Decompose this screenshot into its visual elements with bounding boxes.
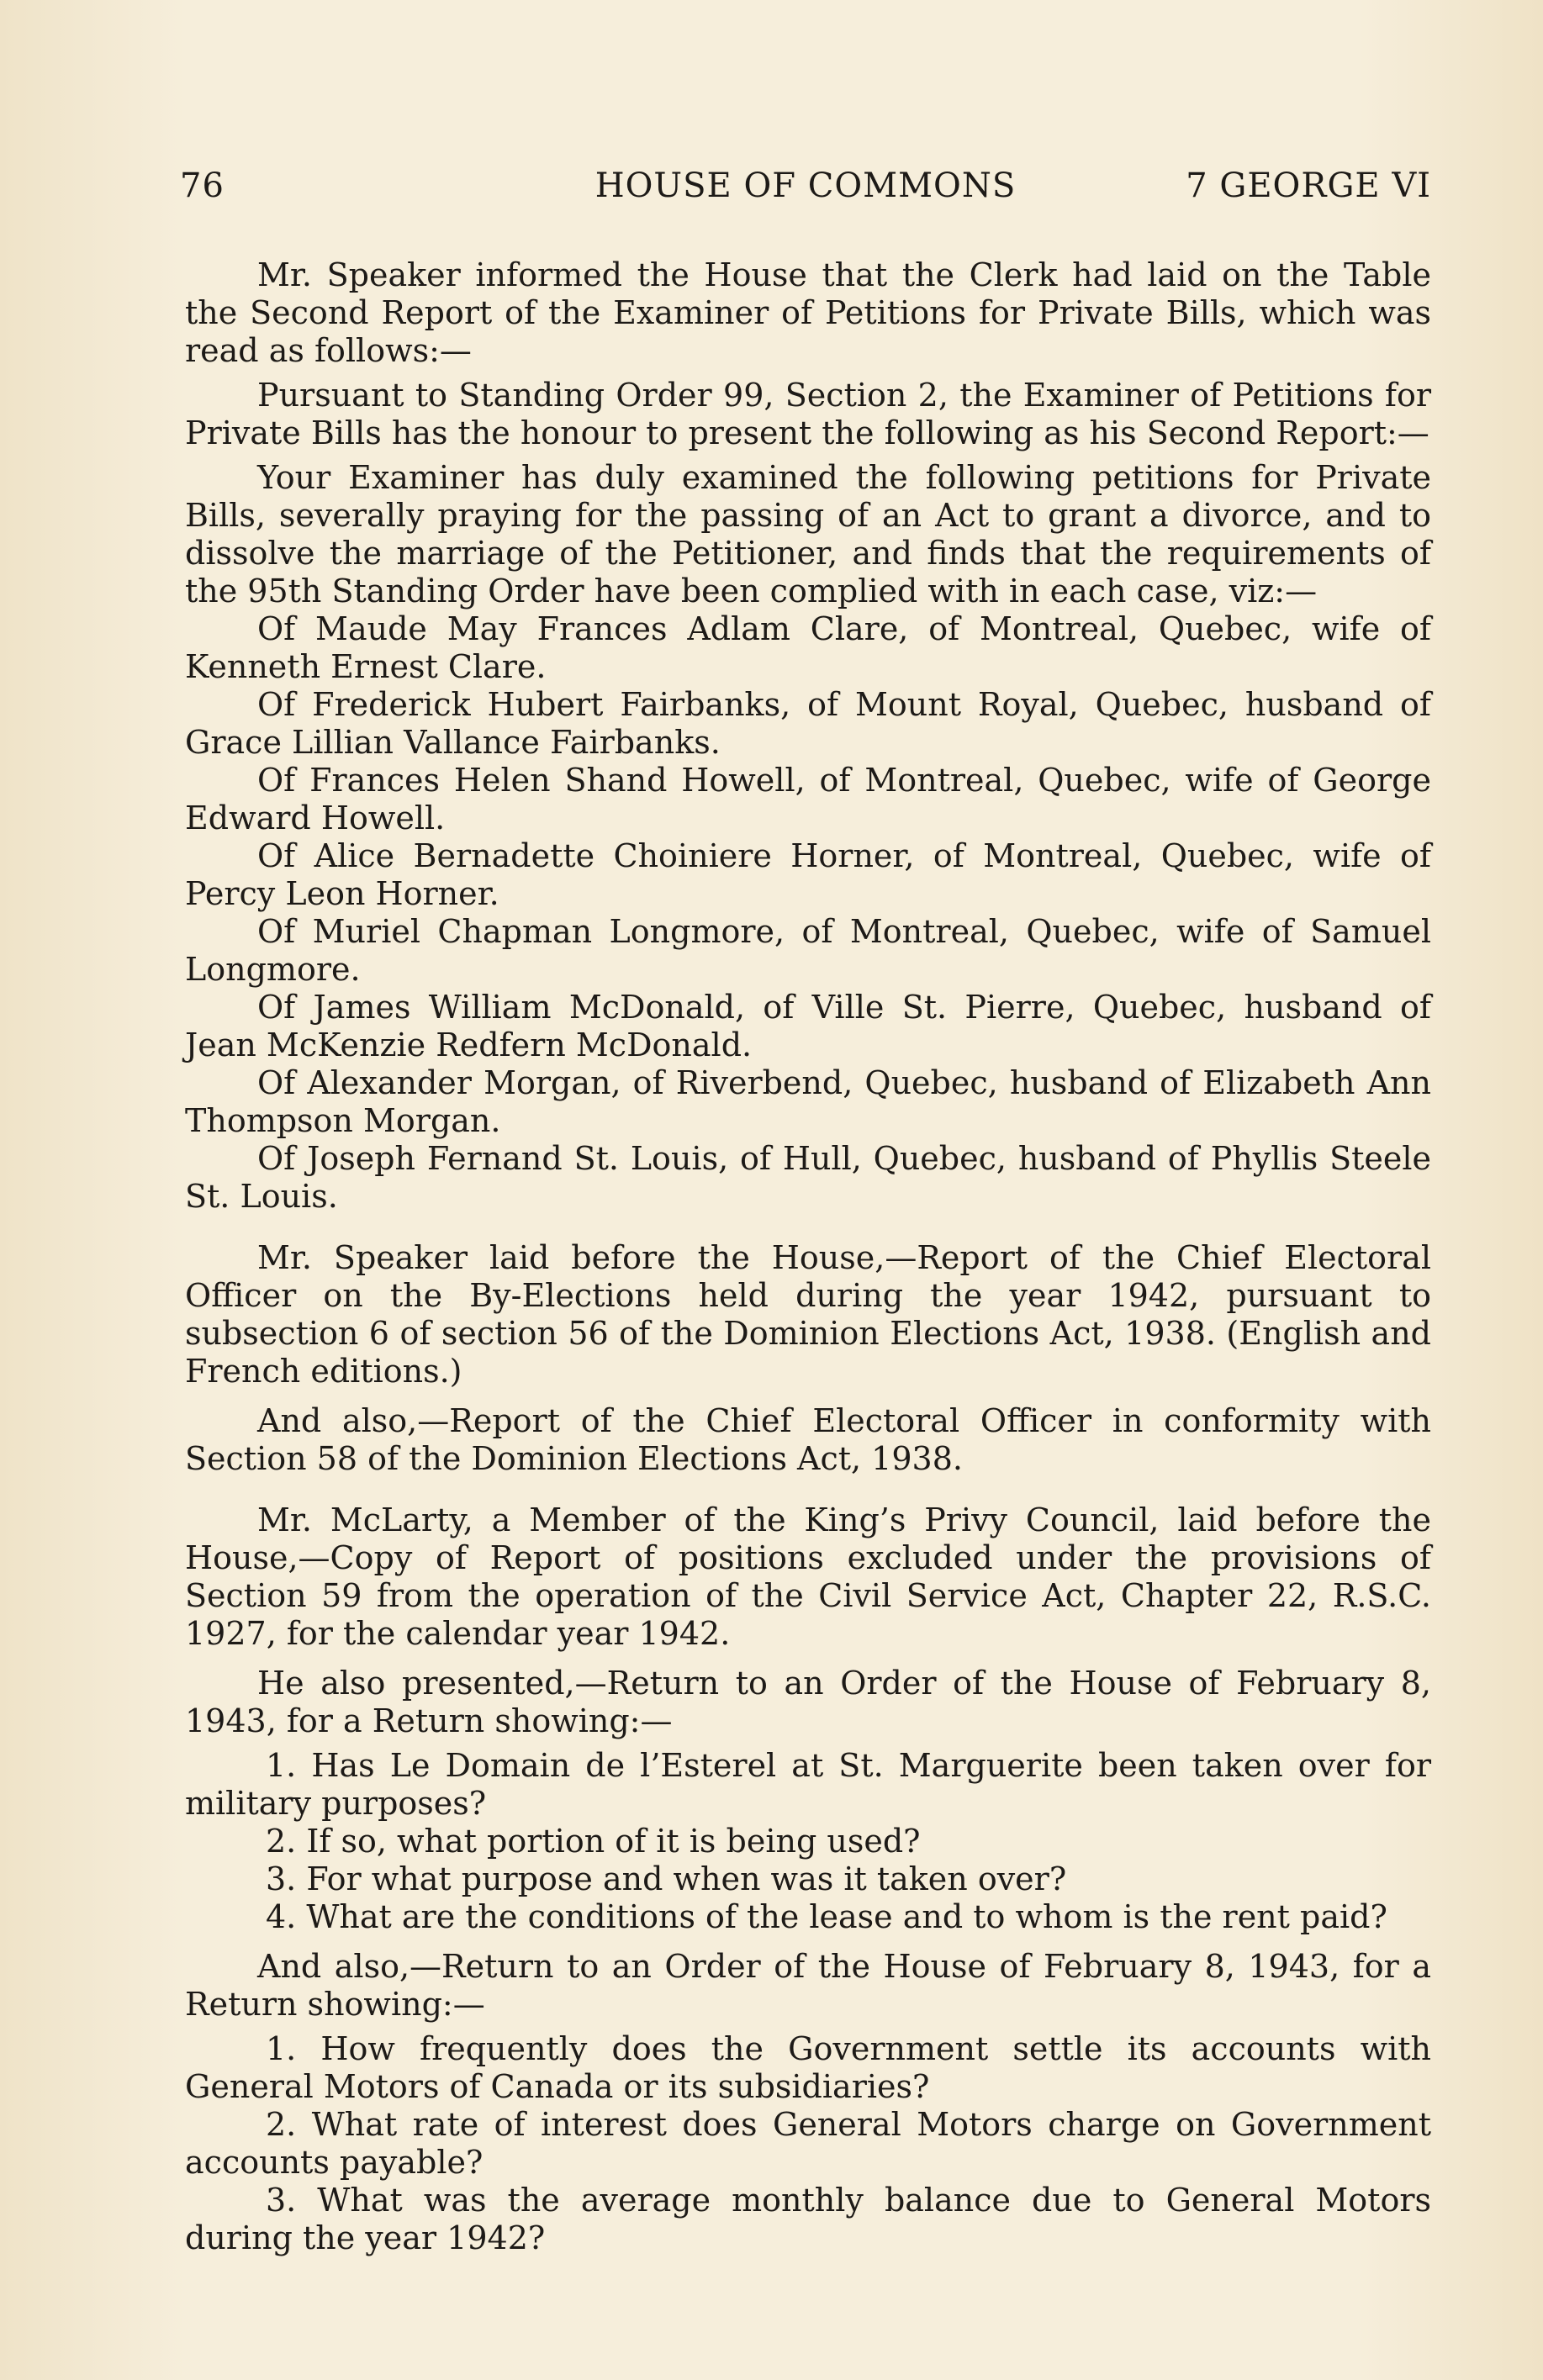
mclarty-paragraph: Mr. McLarty, a Member of the King’s Privy Council, laid before the House,—Copy of Report of positions excluded under the provisions of Section 59 from the operation of the Civil Service Act, Chapter 22, R.S.C. 1927, for the calendar year 1942. <box>185 1501 1431 1652</box>
question-item: 2. If so, what portion of it is being used? <box>266 1823 921 1860</box>
page-body <box>185 256 1431 2257</box>
question-item: 4. What are the conditions of the lease and to whom is the rent paid? <box>266 1898 1387 1935</box>
and-also-report-paragraph: And also,—Report of the Chief Electoral Officer in conformity with Section 58 of the Dominion Elections Act, 1938. <box>185 1402 1431 1477</box>
petition-item: Of Alexander Morgan, of Riverbend, Quebec, husband of Elizabeth Ann Thompson Morgan. <box>185 1064 1431 1139</box>
running-header <box>180 166 1431 214</box>
header-reign: 7 GEORGE VI <box>1186 166 1431 205</box>
question-item: 1. Has Le Domain de l’Esterel at St. Marguerite been taken over for military purposes? <box>185 1747 1431 1822</box>
petition-item: Of Muriel Chapman Longmore, of Montreal, Quebec, wife of Samuel Longmore. <box>185 913 1431 988</box>
question-item: 3. What was the average monthly balance due to General Motors during the year 1942? <box>185 2182 1431 2256</box>
pursuant-paragraph: Pursuant to Standing Order 99, Section 2, the Examiner of Petitions for Private Bills has the honour to present the following as his Second Report:— <box>185 377 1431 451</box>
question-item: 3. For what purpose and when was it taken over? <box>266 1860 1067 1897</box>
petition-item: Of Joseph Fernand St. Louis, of Hull, Quebec, husband of Phyllis Steele St. Louis. <box>185 1140 1431 1215</box>
petition-item: Of Frederick Hubert Fairbanks, of Mount Royal, Quebec, husband of Grace Lillian Vallance Fairbanks. <box>185 686 1431 761</box>
he-also-presented-paragraph: He also presented,—Return to an Order of the House of February 8, 1943, for a Return showing:— <box>185 1665 1431 1739</box>
speaker-laid-paragraph: Mr. Speaker laid before the House,—Report of the Chief Electoral Officer on the By-Elections held during the year 1942, pursuant to subsection 6 of section 56 of the Dominion Elections Act, 1938. (English and French editions.) <box>185 1239 1431 1390</box>
page-number: 76 <box>180 166 225 205</box>
question-item: 1. How frequently does the Government settle its accounts with General Motors of Canada or its subsidiaries? <box>185 2030 1431 2105</box>
petition-item: Of Maude May Frances Adlam Clare, of Montreal, Quebec, wife of Kenneth Ernest Clare. <box>185 610 1431 685</box>
petition-item: Of Alice Bernadette Choiniere Horner, of Montreal, Quebec, wife of Percy Leon Horner. <box>185 837 1431 912</box>
petition-item: Of James William McDonald, of Ville St. Pierre, Quebec, husband of Jean McKenzie Redfern McDonald. <box>185 989 1431 1063</box>
header-title: HOUSE OF COMMONS <box>594 166 1017 205</box>
and-also-return-paragraph: And also,—Return to an Order of the House of February 8, 1943, for a Return showing:— <box>185 1948 1431 2023</box>
question-item: 2. What rate of interest does General Motors charge on Government accounts payable? <box>185 2106 1431 2181</box>
speaker-informed-paragraph: Mr. Speaker informed the House that the Clerk had laid on the Table the Second Report of the Examiner of Petitions for Private Bills, which was read as follows:— <box>185 256 1431 369</box>
petition-item: Of Frances Helen Shand Howell, of Montreal, Quebec, wife of George Edward Howell. <box>185 762 1431 836</box>
examiner-paragraph: Your Examiner has duly examined the following petitions for Private Bills, severally praying for the passing of an Act to grant a divorce, and to dissolve the marriage of the Petitioner, and finds that the requirements of the 95th Standing Order have been complied with in each case, viz:— <box>185 459 1431 610</box>
